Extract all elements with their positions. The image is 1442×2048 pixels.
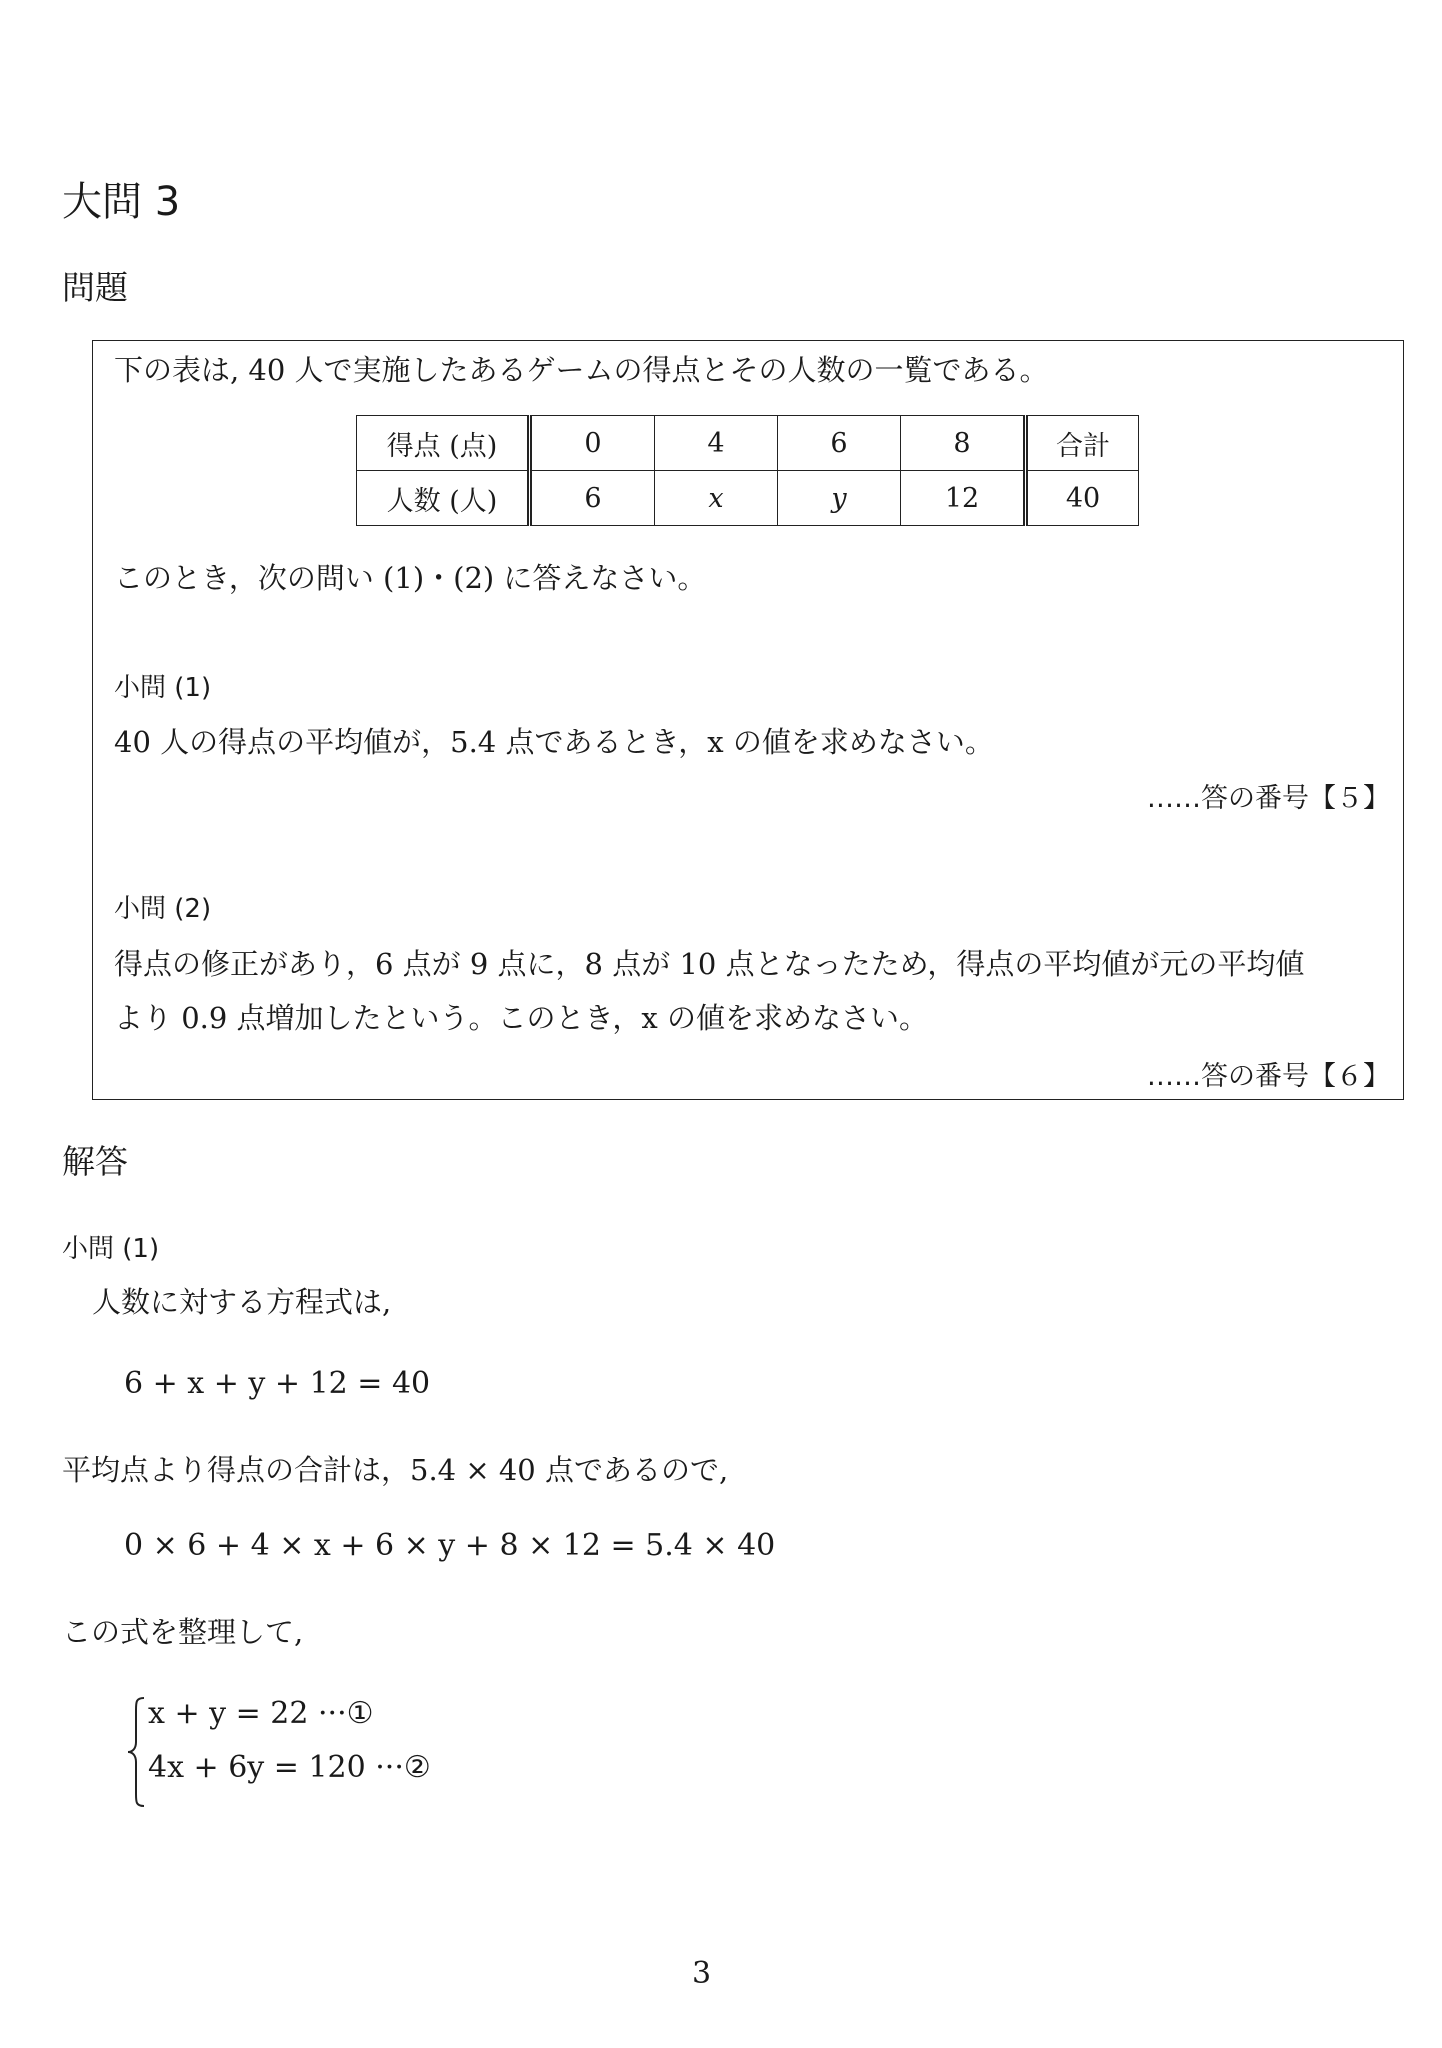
table-cell: y [778,471,901,526]
table-cell: 6 [778,416,901,471]
brace-icon [126,1696,146,1808]
table-header-label: 得点 (点) [357,416,530,471]
solution-p2: 平均点より得点の合計は，5.4 × 40 点であるので, [62,1453,729,1487]
page-number: 3 [692,1956,712,1991]
sub1-label: 小問 (1) [114,673,212,703]
table-row-counts [357,471,1139,526]
sub2-line2: より 0.9 点増加したという。このとき，x の値を求めなさい。 [114,1001,928,1035]
table-cell: x [655,471,778,526]
table-total-label: 合計 [1026,416,1139,471]
problem-heading: 問題 [62,268,128,307]
sub2-label: 小問 (2) [114,894,212,924]
table-row-scores [357,416,1139,471]
table-count-label: 人数 (人) [357,471,530,526]
sub2-line1: 得点の修正があり，6 点が 9 点に，8 点が 10 点となったため，得点の平均値が元の平均値 [114,947,1305,981]
sub1-text: 40 人の得点の平均値が，5.4 点であるとき，x の値を求めなさい。 [114,725,994,759]
question-prompt: このとき，次の問い (1)・(2) に答えなさい。 [114,561,707,595]
table-cell: 0 [530,416,655,471]
sub1-answer-ref: ‥‥‥答の番号【５】 [1146,783,1390,814]
table-cell: 40 [1026,471,1139,526]
solution-sub1-label: 小問 (1) [62,1234,160,1264]
solution-p3: この式を整理して, [62,1615,304,1649]
solution-p1: 人数に対する方程式は, [92,1285,392,1319]
problem-intro: 下の表は, 40 人で実施したあるゲームの得点とその人数の一覧である。 [114,353,1049,387]
table-cell: 6 [530,471,655,526]
table-cell: 8 [901,416,1026,471]
page-title: 大問 3 [62,179,181,225]
system-eq-1: x + y = 22 ···① [148,1696,374,1731]
table-cell: 4 [655,416,778,471]
score-table [356,415,1139,526]
solution-heading: 解答 [62,1142,128,1181]
sub2-answer-ref: ‥‥‥答の番号【６】 [1146,1061,1390,1092]
equation-1: 6 + x + y + 12 = 40 [124,1366,431,1401]
equation-2: 0 × 6 + 4 × x + 6 × y + 8 × 12 = 5.4 × 40 [124,1528,776,1563]
table-cell: 12 [901,471,1026,526]
system-eq-2: 4x + 6y = 120 ···② [148,1750,431,1785]
